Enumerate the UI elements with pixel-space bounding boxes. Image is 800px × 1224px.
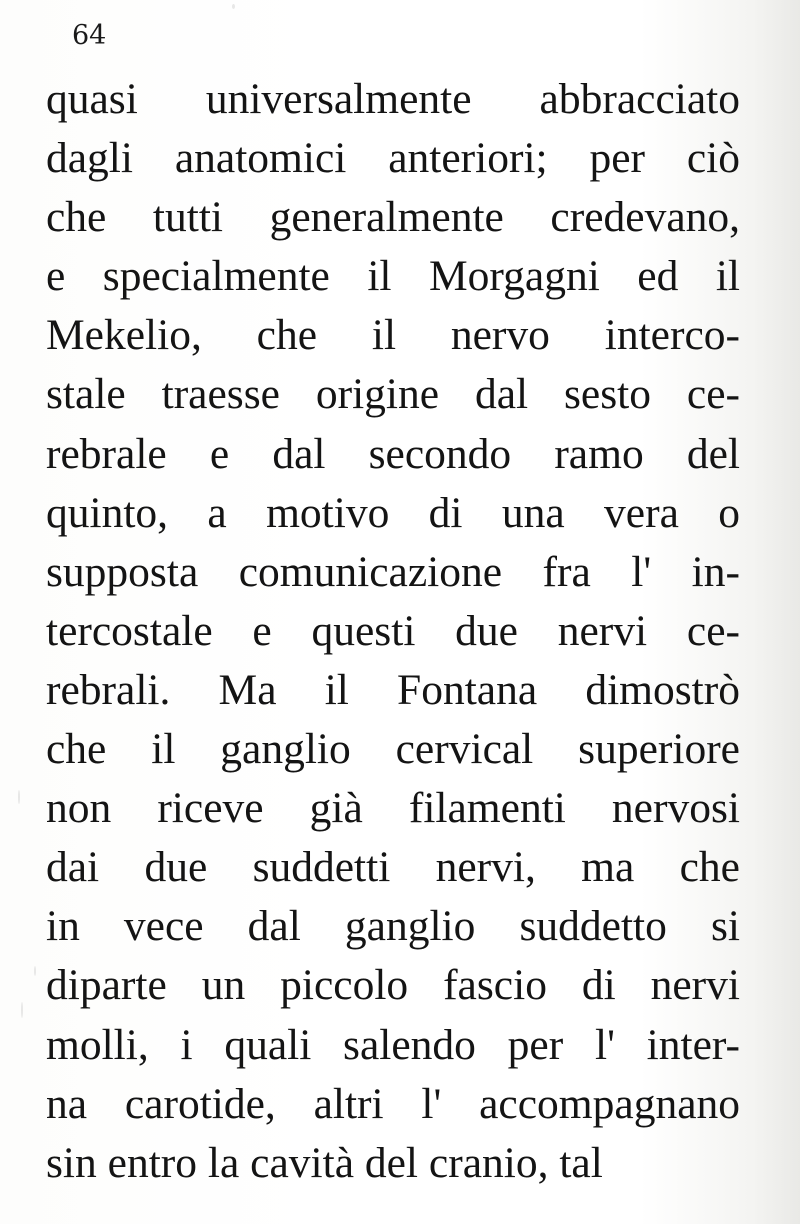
text-line: dai due suddetti nervi, ma che xyxy=(46,843,740,892)
text-line: diparte un piccolo fascio di nervi xyxy=(46,961,740,1010)
text-line: na carotide, altri l' accompagnano xyxy=(46,1079,740,1128)
text-line: molli, i quali salendo per l' inter- xyxy=(46,1020,740,1069)
text-line: dagli anatomici anteriori; per ciò xyxy=(46,134,740,183)
text-line: tercostale e questi due nervi ce- xyxy=(46,606,740,655)
page-number: 64 xyxy=(72,20,107,51)
text-line: in vece dal ganglio suddetto si xyxy=(46,902,740,951)
text-line: rebrale e dal secondo ramo del xyxy=(46,429,740,478)
paper-speck xyxy=(232,4,235,9)
text-line: e specialmente il Morgagni ed il xyxy=(46,252,740,301)
text-line: non riceve già filamenti nervosi xyxy=(46,784,740,833)
paper-speck xyxy=(34,966,36,976)
text-line: quasi universalmente abbracciato xyxy=(46,75,740,123)
paper-speck xyxy=(18,790,20,804)
text-line: che tutti generalmente credevano, xyxy=(46,193,740,242)
text-line: quinto, a motivo di una vera o xyxy=(46,488,740,537)
text-line: sin entro la cavità del cranio, tal xyxy=(46,1138,603,1187)
text-line: rebrali. Ma il Fontana dimostrò xyxy=(46,665,740,714)
text-line: che il ganglio cervical superiore xyxy=(46,725,740,774)
text-line: Mekelio, che il nervo interco- xyxy=(46,311,740,360)
text-line: supposta comunicazione fra l' in- xyxy=(46,547,740,596)
paper-speck xyxy=(21,1002,23,1018)
text-line: stale traesse origine dal sesto ce- xyxy=(46,370,740,419)
body-text xyxy=(46,70,740,1193)
